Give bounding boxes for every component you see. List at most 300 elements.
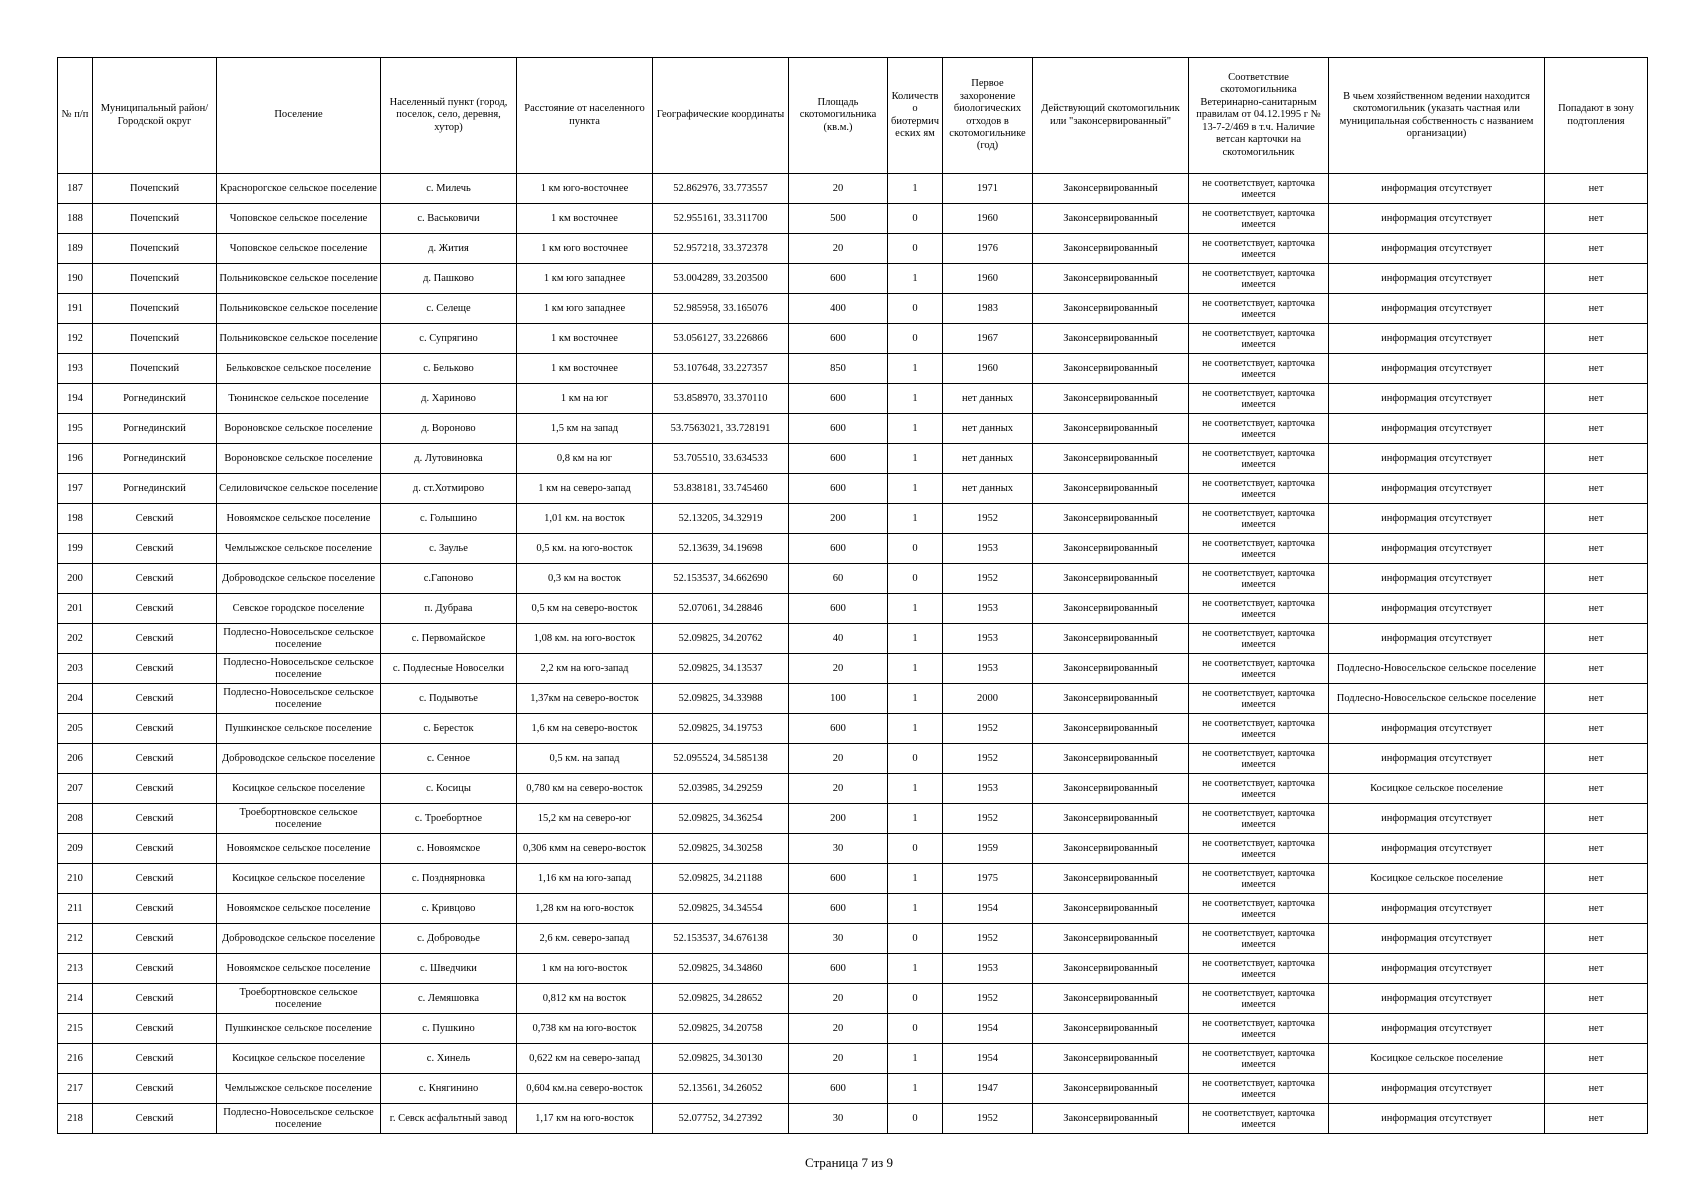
locality-cell: д. Лутовиновка (381, 444, 517, 474)
coordinates-cell: 52.09825, 34.34860 (653, 954, 789, 984)
first-burial-year-cell: 1952 (943, 504, 1033, 534)
status-cell: Законсервированный (1033, 864, 1189, 894)
ownership-cell: информация отсутствует (1329, 954, 1545, 984)
distance-cell: 1,17 км на юго-восток (517, 1104, 653, 1134)
status-cell: Законсервированный (1033, 384, 1189, 414)
pits-count-cell: 1 (888, 384, 943, 414)
flood-zone-cell: нет (1545, 864, 1648, 894)
compliance-cell: не соответствует, карточка имеется (1189, 234, 1329, 264)
pits-count-cell: 1 (888, 954, 943, 984)
flood-zone-cell: нет (1545, 984, 1648, 1014)
compliance-cell: не соответствует, карточка имеется (1189, 864, 1329, 894)
area-cell: 600 (789, 414, 888, 444)
table-row (58, 864, 1648, 894)
coordinates-cell: 52.09825, 34.30258 (653, 834, 789, 864)
settlement-cell: Косицкое сельское поселение (217, 1044, 381, 1074)
locality-cell: с. Васьковичи (381, 204, 517, 234)
area-cell: 30 (789, 924, 888, 954)
row-number: 206 (58, 744, 93, 774)
ownership-cell: информация отсутствует (1329, 564, 1545, 594)
settlement-cell: Доброводское сельское поселение (217, 924, 381, 954)
locality-cell: с. Троебортное (381, 804, 517, 834)
row-number: 199 (58, 534, 93, 564)
locality-cell: с. Первомайское (381, 624, 517, 654)
coordinates-cell: 52.153537, 34.662690 (653, 564, 789, 594)
compliance-cell: не соответствует, карточка имеется (1189, 1044, 1329, 1074)
coordinates-cell: 52.03985, 34.29259 (653, 774, 789, 804)
column-header: Попадают в зону подтопления (1545, 58, 1648, 174)
area-cell: 60 (789, 564, 888, 594)
ownership-cell: информация отсутствует (1329, 594, 1545, 624)
ownership-cell: информация отсутствует (1329, 924, 1545, 954)
row-number: 217 (58, 1074, 93, 1104)
flood-zone-cell: нет (1545, 354, 1648, 384)
locality-cell: с. Селеще (381, 294, 517, 324)
area-cell: 600 (789, 444, 888, 474)
flood-zone-cell: нет (1545, 384, 1648, 414)
table-row (58, 294, 1648, 324)
coordinates-cell: 53.056127, 33.226866 (653, 324, 789, 354)
settlement-cell: Польниковское сельское поселение (217, 264, 381, 294)
table-row (58, 354, 1648, 384)
distance-cell: 1,5 км на запад (517, 414, 653, 444)
coordinates-cell: 52.09825, 34.36254 (653, 804, 789, 834)
first-burial-year-cell: 1953 (943, 774, 1033, 804)
area-cell: 600 (789, 384, 888, 414)
distance-cell: 1,16 км на юго-запад (517, 864, 653, 894)
flood-zone-cell: нет (1545, 1074, 1648, 1104)
area-cell: 600 (789, 714, 888, 744)
coordinates-cell: 52.09825, 34.19753 (653, 714, 789, 744)
area-cell: 500 (789, 204, 888, 234)
area-cell: 850 (789, 354, 888, 384)
locality-cell: с. Позднярновка (381, 864, 517, 894)
compliance-cell: не соответствует, карточка имеется (1189, 294, 1329, 324)
area-cell: 400 (789, 294, 888, 324)
status-cell: Законсервированный (1033, 174, 1189, 204)
status-cell: Законсервированный (1033, 204, 1189, 234)
first-burial-year-cell: нет данных (943, 414, 1033, 444)
row-number: 187 (58, 174, 93, 204)
compliance-cell: не соответствует, карточка имеется (1189, 714, 1329, 744)
first-burial-year-cell: 2000 (943, 684, 1033, 714)
pits-count-cell: 0 (888, 984, 943, 1014)
district-cell: Рогнединский (93, 474, 217, 504)
row-number: 202 (58, 624, 93, 654)
area-cell: 20 (789, 774, 888, 804)
table-row (58, 684, 1648, 714)
settlement-cell: Пушкинское сельское поселение (217, 1014, 381, 1044)
document-sheet (57, 57, 1647, 1134)
flood-zone-cell: нет (1545, 954, 1648, 984)
pits-count-cell: 0 (888, 744, 943, 774)
flood-zone-cell: нет (1545, 294, 1648, 324)
locality-cell: с. Кривцово (381, 894, 517, 924)
ownership-cell: Подлесно-Новосельское сельское поселение (1329, 684, 1545, 714)
row-number: 209 (58, 834, 93, 864)
district-cell: Севский (93, 564, 217, 594)
district-cell: Севский (93, 1074, 217, 1104)
flood-zone-cell: нет (1545, 1044, 1648, 1074)
coordinates-cell: 52.13561, 34.26052 (653, 1074, 789, 1104)
table-row (58, 624, 1648, 654)
locality-cell: с. Подлесные Новоселки (381, 654, 517, 684)
distance-cell: 1 км на северо-запад (517, 474, 653, 504)
pits-count-cell: 1 (888, 474, 943, 504)
table-body (58, 174, 1648, 1134)
area-cell: 30 (789, 834, 888, 864)
area-cell: 100 (789, 684, 888, 714)
compliance-cell: не соответствует, карточка имеется (1189, 684, 1329, 714)
row-number: 198 (58, 504, 93, 534)
compliance-cell: не соответствует, карточка имеется (1189, 564, 1329, 594)
settlement-cell: Польниковское сельское поселение (217, 324, 381, 354)
settlement-cell: Селиловичское сельское поселение (217, 474, 381, 504)
ownership-cell: Косицкое сельское поселение (1329, 864, 1545, 894)
table-row (58, 714, 1648, 744)
column-header: Расстояние от населенного пункта (517, 58, 653, 174)
district-cell: Севский (93, 954, 217, 984)
row-number: 192 (58, 324, 93, 354)
area-cell: 200 (789, 804, 888, 834)
ownership-cell: информация отсутствует (1329, 624, 1545, 654)
settlement-cell: Доброводское сельское поселение (217, 564, 381, 594)
pits-count-cell: 0 (888, 924, 943, 954)
area-cell: 20 (789, 654, 888, 684)
distance-cell: 0,5 км на северо-восток (517, 594, 653, 624)
settlement-cell: Севское городское поселение (217, 594, 381, 624)
flood-zone-cell: нет (1545, 534, 1648, 564)
ownership-cell: информация отсутствует (1329, 384, 1545, 414)
compliance-cell: не соответствует, карточка имеется (1189, 414, 1329, 444)
settlement-cell: Подлесно-Новосельское сельское поселение (217, 1104, 381, 1134)
table-row (58, 384, 1648, 414)
table-row (58, 234, 1648, 264)
table-row (58, 954, 1648, 984)
coordinates-cell: 52.955161, 33.311700 (653, 204, 789, 234)
first-burial-year-cell: 1953 (943, 534, 1033, 564)
table-row (58, 744, 1648, 774)
locality-cell: с. Заулье (381, 534, 517, 564)
district-cell: Рогнединский (93, 384, 217, 414)
coordinates-cell: 52.09825, 34.20762 (653, 624, 789, 654)
flood-zone-cell: нет (1545, 924, 1648, 954)
distance-cell: 0,780 км на северо-восток (517, 774, 653, 804)
area-cell: 20 (789, 174, 888, 204)
row-number: 215 (58, 1014, 93, 1044)
settlement-cell: Вороновское сельское поселение (217, 444, 381, 474)
status-cell: Законсервированный (1033, 474, 1189, 504)
row-number: 204 (58, 684, 93, 714)
distance-cell: 15,2 км на северо-юг (517, 804, 653, 834)
table-row (58, 924, 1648, 954)
ownership-cell: информация отсутствует (1329, 834, 1545, 864)
row-number: 196 (58, 444, 93, 474)
burial-sites-table (57, 57, 1648, 1134)
table-row (58, 1074, 1648, 1104)
district-cell: Севский (93, 684, 217, 714)
status-cell: Законсервированный (1033, 324, 1189, 354)
ownership-cell: информация отсутствует (1329, 1014, 1545, 1044)
status-cell: Законсервированный (1033, 294, 1189, 324)
compliance-cell: не соответствует, карточка имеется (1189, 624, 1329, 654)
status-cell: Законсервированный (1033, 264, 1189, 294)
column-header: Количество биотермических ям (888, 58, 943, 174)
area-cell: 600 (789, 594, 888, 624)
locality-cell: с. Княгинино (381, 1074, 517, 1104)
row-number: 210 (58, 864, 93, 894)
compliance-cell: не соответствует, карточка имеется (1189, 504, 1329, 534)
settlement-cell: Подлесно-Новосельское сельское поселение (217, 654, 381, 684)
locality-cell: д. Жития (381, 234, 517, 264)
distance-cell: 1,28 км на юго-восток (517, 894, 653, 924)
distance-cell: 1 км юго восточнее (517, 234, 653, 264)
coordinates-cell: 52.095524, 34.585138 (653, 744, 789, 774)
first-burial-year-cell: 1954 (943, 1014, 1033, 1044)
settlement-cell: Краснорогское сельское поселение (217, 174, 381, 204)
status-cell: Законсервированный (1033, 654, 1189, 684)
ownership-cell: Подлесно-Новосельское сельское поселение (1329, 654, 1545, 684)
table-header-row (58, 58, 1648, 174)
status-cell: Законсервированный (1033, 774, 1189, 804)
locality-cell: д. ст.Хотмирово (381, 474, 517, 504)
flood-zone-cell: нет (1545, 474, 1648, 504)
pits-count-cell: 1 (888, 864, 943, 894)
row-number: 188 (58, 204, 93, 234)
table-row (58, 1014, 1648, 1044)
district-cell: Почепский (93, 264, 217, 294)
compliance-cell: не соответствует, карточка имеется (1189, 804, 1329, 834)
compliance-cell: не соответствует, карточка имеется (1189, 1104, 1329, 1134)
area-cell: 600 (789, 534, 888, 564)
coordinates-cell: 52.09825, 34.28652 (653, 984, 789, 1014)
area-cell: 30 (789, 1104, 888, 1134)
status-cell: Законсервированный (1033, 1074, 1189, 1104)
column-header: Площадь скотомогильника (кв.м.) (789, 58, 888, 174)
first-burial-year-cell: 1947 (943, 1074, 1033, 1104)
column-header: Поселение (217, 58, 381, 174)
locality-cell: с. Супрягино (381, 324, 517, 354)
district-cell: Севский (93, 1014, 217, 1044)
pits-count-cell: 1 (888, 594, 943, 624)
settlement-cell: Косицкое сельское поселение (217, 774, 381, 804)
coordinates-cell: 53.838181, 33.745460 (653, 474, 789, 504)
first-burial-year-cell: 1952 (943, 1104, 1033, 1134)
coordinates-cell: 52.09825, 34.13537 (653, 654, 789, 684)
flood-zone-cell: нет (1545, 174, 1648, 204)
locality-cell: с. Голышино (381, 504, 517, 534)
coordinates-cell: 52.07752, 34.27392 (653, 1104, 789, 1134)
settlement-cell: Польниковское сельское поселение (217, 294, 381, 324)
first-burial-year-cell: 1954 (943, 894, 1033, 924)
district-cell: Почепский (93, 204, 217, 234)
table-row (58, 474, 1648, 504)
flood-zone-cell: нет (1545, 264, 1648, 294)
district-cell: Севский (93, 714, 217, 744)
district-cell: Севский (93, 534, 217, 564)
distance-cell: 0,5 км. на юго-восток (517, 534, 653, 564)
status-cell: Законсервированный (1033, 564, 1189, 594)
flood-zone-cell: нет (1545, 654, 1648, 684)
flood-zone-cell: нет (1545, 894, 1648, 924)
status-cell: Законсервированный (1033, 924, 1189, 954)
status-cell: Законсервированный (1033, 534, 1189, 564)
locality-cell: д. Вороново (381, 414, 517, 444)
compliance-cell: не соответствует, карточка имеется (1189, 1014, 1329, 1044)
ownership-cell: информация отсутствует (1329, 1104, 1545, 1134)
flood-zone-cell: нет (1545, 234, 1648, 264)
row-number: 203 (58, 654, 93, 684)
settlement-cell: Новоямское сельское поселение (217, 504, 381, 534)
table-row (58, 594, 1648, 624)
coordinates-cell: 52.862976, 33.773557 (653, 174, 789, 204)
ownership-cell: информация отсутствует (1329, 354, 1545, 384)
district-cell: Севский (93, 504, 217, 534)
row-number: 189 (58, 234, 93, 264)
coordinates-cell: 53.004289, 33.203500 (653, 264, 789, 294)
status-cell: Законсервированный (1033, 444, 1189, 474)
ownership-cell: Косицкое сельское поселение (1329, 774, 1545, 804)
row-number: 194 (58, 384, 93, 414)
table-row (58, 534, 1648, 564)
table-row (58, 444, 1648, 474)
first-burial-year-cell: нет данных (943, 384, 1033, 414)
district-cell: Севский (93, 894, 217, 924)
table-row (58, 834, 1648, 864)
first-burial-year-cell: 1967 (943, 324, 1033, 354)
first-burial-year-cell: 1953 (943, 954, 1033, 984)
district-cell: Севский (93, 864, 217, 894)
status-cell: Законсервированный (1033, 954, 1189, 984)
locality-cell: с. Доброводье (381, 924, 517, 954)
locality-cell: д. Пашково (381, 264, 517, 294)
area-cell: 20 (789, 744, 888, 774)
coordinates-cell: 52.13205, 34.32919 (653, 504, 789, 534)
status-cell: Законсервированный (1033, 1104, 1189, 1134)
compliance-cell: не соответствует, карточка имеется (1189, 744, 1329, 774)
pits-count-cell: 1 (888, 684, 943, 714)
ownership-cell: информация отсутствует (1329, 804, 1545, 834)
area-cell: 600 (789, 474, 888, 504)
compliance-cell: не соответствует, карточка имеется (1189, 834, 1329, 864)
pits-count-cell: 0 (888, 834, 943, 864)
flood-zone-cell: нет (1545, 834, 1648, 864)
settlement-cell: Троебортновское сельское поселение (217, 804, 381, 834)
row-number: 216 (58, 1044, 93, 1074)
pits-count-cell: 1 (888, 414, 943, 444)
first-burial-year-cell: 1952 (943, 804, 1033, 834)
district-cell: Севский (93, 774, 217, 804)
status-cell: Законсервированный (1033, 354, 1189, 384)
pits-count-cell: 0 (888, 1104, 943, 1134)
locality-cell: с.Гапоново (381, 564, 517, 594)
flood-zone-cell: нет (1545, 324, 1648, 354)
district-cell: Севский (93, 744, 217, 774)
settlement-cell: Доброводское сельское поселение (217, 744, 381, 774)
compliance-cell: не соответствует, карточка имеется (1189, 894, 1329, 924)
compliance-cell: не соответствует, карточка имеется (1189, 264, 1329, 294)
first-burial-year-cell: 1952 (943, 984, 1033, 1014)
locality-cell: д. Хариново (381, 384, 517, 414)
area-cell: 600 (789, 324, 888, 354)
coordinates-cell: 53.705510, 33.634533 (653, 444, 789, 474)
district-cell: Рогнединский (93, 444, 217, 474)
column-header: Действующий скотомогильник или "законсервированный" (1033, 58, 1189, 174)
pits-count-cell: 1 (888, 174, 943, 204)
first-burial-year-cell: 1953 (943, 594, 1033, 624)
locality-cell: с. Пушкино (381, 1014, 517, 1044)
row-number: 200 (58, 564, 93, 594)
row-number: 212 (58, 924, 93, 954)
row-number: 191 (58, 294, 93, 324)
area-cell: 20 (789, 1014, 888, 1044)
coordinates-cell: 53.858970, 33.370110 (653, 384, 789, 414)
table-row (58, 264, 1648, 294)
pits-count-cell: 1 (888, 1074, 943, 1104)
locality-cell: с. Косицы (381, 774, 517, 804)
status-cell: Законсервированный (1033, 834, 1189, 864)
table-row (58, 504, 1648, 534)
district-cell: Почепский (93, 324, 217, 354)
table-row (58, 564, 1648, 594)
row-number: 213 (58, 954, 93, 984)
status-cell: Законсервированный (1033, 234, 1189, 264)
flood-zone-cell: нет (1545, 444, 1648, 474)
row-number: 207 (58, 774, 93, 804)
first-burial-year-cell: 1952 (943, 714, 1033, 744)
row-number: 218 (58, 1104, 93, 1134)
compliance-cell: не соответствует, карточка имеется (1189, 444, 1329, 474)
table-row (58, 984, 1648, 1014)
area-cell: 600 (789, 954, 888, 984)
column-header: В чьем хозяйственном ведении находится скотомогильник (указать частная или муниципальная собственность с названием организации) (1329, 58, 1545, 174)
settlement-cell: Тюнинское сельское поселение (217, 384, 381, 414)
distance-cell: 1,08 км. на юго-восток (517, 624, 653, 654)
distance-cell: 1,01 км. на восток (517, 504, 653, 534)
locality-cell: с. Бельково (381, 354, 517, 384)
row-number: 214 (58, 984, 93, 1014)
table-row (58, 1104, 1648, 1134)
table-row (58, 894, 1648, 924)
district-cell: Севский (93, 924, 217, 954)
area-cell: 20 (789, 234, 888, 264)
row-number: 193 (58, 354, 93, 384)
area-cell: 600 (789, 894, 888, 924)
locality-cell: с. Хинель (381, 1044, 517, 1074)
district-cell: Севский (93, 804, 217, 834)
distance-cell: 1 км на юг (517, 384, 653, 414)
settlement-cell: Пушкинское сельское поселение (217, 714, 381, 744)
coordinates-cell: 52.07061, 34.28846 (653, 594, 789, 624)
compliance-cell: не соответствует, карточка имеется (1189, 594, 1329, 624)
pits-count-cell: 1 (888, 354, 943, 384)
status-cell: Законсервированный (1033, 594, 1189, 624)
locality-cell: г. Севск асфальтный завод (381, 1104, 517, 1134)
first-burial-year-cell: 1954 (943, 1044, 1033, 1074)
distance-cell: 0,5 км. на запад (517, 744, 653, 774)
coordinates-cell: 53.107648, 33.227357 (653, 354, 789, 384)
status-cell: Законсервированный (1033, 1044, 1189, 1074)
district-cell: Почепский (93, 234, 217, 264)
coordinates-cell: 52.09825, 34.21188 (653, 864, 789, 894)
district-cell: Почепский (93, 354, 217, 384)
ownership-cell: Косицкое сельское поселение (1329, 1044, 1545, 1074)
ownership-cell: информация отсутствует (1329, 714, 1545, 744)
first-burial-year-cell: 1952 (943, 744, 1033, 774)
settlement-cell: Подлесно-Новосельское сельское поселение (217, 684, 381, 714)
status-cell: Законсервированный (1033, 624, 1189, 654)
settlement-cell: Новоямское сельское поселение (217, 834, 381, 864)
